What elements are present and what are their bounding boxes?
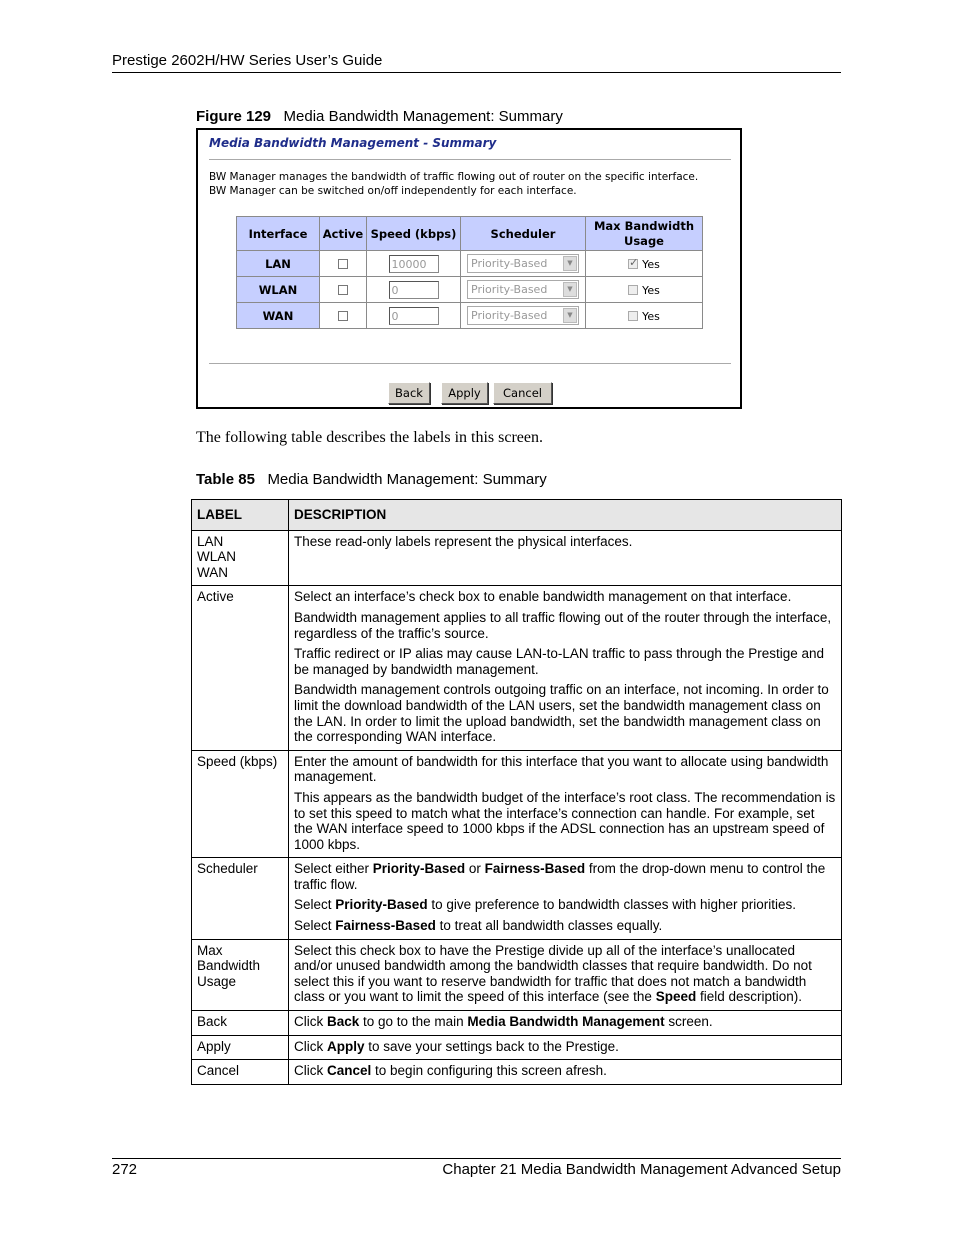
row-label-line: Active — [197, 589, 234, 605]
max-usage-checkbox[interactable] — [628, 285, 638, 295]
description-paragraph: This appears as the bandwidth budget of the interface’s root class. The recommendation is to set this speed to match what the interface’s connection can handle. For example, set the WAN interface speed to 1000 kbps if the ADSL connection has an upstream speed of 1000 kbps. — [294, 789, 836, 852]
row-label-line: Scheduler — [197, 861, 258, 877]
max-usage-label: Yes — [642, 257, 660, 271]
row-label-line: WAN — [197, 564, 228, 580]
description-paragraph: Select Priority-Based to give preference to bandwidth classes with higher priorities. — [294, 897, 797, 913]
speed-cell — [367, 303, 461, 329]
scheduler-value: Priority-Based — [471, 283, 548, 296]
scheduler-value: Priority-Based — [471, 309, 548, 322]
scheduler-cell — [461, 277, 586, 303]
description-paragraph: These read-only labels represent the physical interfaces. — [294, 533, 633, 549]
col-scheduler: Scheduler — [461, 217, 586, 251]
col-max-usage: Max Bandwidth Usage — [586, 217, 703, 251]
speed-input[interactable]: 0 — [389, 281, 439, 299]
screen-description: BW Manager manages the bandwidth of traffic flowing out of router on the specific interface. BW Manager can be switched on/off independently for each interface. — [209, 171, 699, 197]
speed-cell — [367, 277, 461, 303]
col-active: Active — [320, 217, 367, 251]
chevron-down-icon: ▼ — [563, 256, 577, 271]
header-label: LABEL — [192, 500, 289, 531]
row-label-line: Speed (kbps) — [197, 753, 278, 769]
description-table — [191, 499, 842, 1085]
table-caption-text: Media Bandwidth Management: Summary — [267, 471, 547, 488]
description-paragraph: Bandwidth management controls outgoing traffic on an interface, not incoming. In order to limit the download bandwidth of the LAN users, set the bandwidth management class on the LAN. In order to limit the upload bandwidth, set the bandwidth management class on the corresponding WAN interface. — [294, 682, 829, 745]
screen-title-divider — [209, 159, 731, 160]
header-description: DESCRIPTION — [289, 500, 842, 531]
row-label — [192, 750, 289, 858]
table-row — [192, 939, 842, 1010]
table-row — [192, 858, 842, 939]
row-label-line: WLAN — [197, 549, 237, 565]
description-paragraph: Click Cancel to begin configuring this screen afresh. — [294, 1063, 607, 1079]
chevron-down-icon: ▼ — [563, 308, 577, 323]
interface-label: WAN — [237, 303, 320, 329]
cancel-button[interactable]: Cancel — [493, 382, 552, 404]
max-usage-label: Yes — [642, 309, 660, 323]
max-usage-cell — [586, 277, 703, 303]
row-description — [289, 586, 842, 750]
active-checkbox[interactable] — [338, 311, 348, 321]
row-description — [289, 1035, 842, 1060]
max-usage-cell — [586, 303, 703, 329]
chevron-down-icon: ▼ — [563, 282, 577, 297]
description-paragraph: Select this check box to have the Prestige divide up all of the interface’s unallocated and/or unused bandwidth among the bandwidth classes that require bandwidth. Do not select this if you want to reserve bandwidth for traffic that does not match a bandwidth class or you want to limit the speed of this interface (see the Speed field description). — [294, 942, 812, 1005]
scheduler-cell — [461, 303, 586, 329]
footer-rule — [112, 1158, 841, 1159]
row-label-line: Cancel — [197, 1063, 240, 1079]
active-cell — [320, 277, 367, 303]
max-usage-checkbox[interactable] — [628, 256, 639, 269]
check-icon: ✓ — [629, 256, 639, 269]
description-paragraph: Select Fairness-Based to treat all bandwidth classes equally. — [294, 918, 663, 934]
max-usage-label: Yes — [642, 283, 660, 297]
active-checkbox[interactable] — [338, 259, 348, 269]
row-label — [192, 858, 289, 939]
interface-label: WLAN — [237, 277, 320, 303]
row-description — [289, 1011, 842, 1036]
description-paragraph: Click Back to go to the main Media Bandwidth Management screen. — [294, 1014, 713, 1030]
row-label-line: LAN — [197, 533, 224, 549]
col-speed: Speed (kbps) — [367, 217, 461, 251]
col-interface: Interface — [237, 217, 320, 251]
row-label-line: Apply — [197, 1038, 231, 1054]
row-label — [192, 530, 289, 586]
row-label-line: Max — [197, 942, 223, 958]
figure-caption — [196, 108, 563, 125]
description-paragraph: Bandwidth management applies to all traffic flowing out of the router through the interface, regardless of the traffic’s source. — [294, 609, 832, 641]
max-usage-cell — [586, 251, 703, 277]
row-description — [289, 1060, 842, 1085]
description-paragraph: Enter the amount of bandwidth for this interface that you want to allocate using bandwidth management. — [294, 753, 829, 785]
table-number: Table 85 — [196, 471, 255, 488]
scheduler-select[interactable] — [467, 280, 579, 299]
row-label — [192, 1035, 289, 1060]
row-label — [192, 1011, 289, 1036]
scheduler-select[interactable] — [467, 306, 579, 325]
scheduler-select[interactable] — [467, 254, 579, 273]
table-row — [192, 530, 842, 586]
max-usage-checkbox[interactable] — [628, 311, 638, 321]
scheduler-cell — [461, 251, 586, 277]
row-label-line: Usage — [197, 973, 237, 989]
screen-title: Media Bandwidth Management - Summary — [209, 136, 497, 150]
table-row — [192, 1011, 842, 1036]
row-description — [289, 858, 842, 939]
bw-row — [237, 251, 703, 277]
description-paragraph: Select either Priority-Based or Fairness-Based from the drop-down menu to control the traffic flow. — [294, 861, 826, 892]
row-label — [192, 1060, 289, 1085]
table-caption — [196, 471, 547, 488]
table-row — [192, 586, 842, 750]
description-paragraph: Traffic redirect or IP alias may cause LAN-to-LAN traffic to pass through the Prestige and be managed by bandwidth management. — [294, 646, 825, 677]
row-description — [289, 750, 842, 858]
running-header: Prestige 2602H/HW Series User’s Guide — [112, 52, 383, 69]
active-cell — [320, 251, 367, 277]
footer-divider — [209, 363, 731, 364]
apply-button[interactable]: Apply — [441, 382, 488, 404]
page-number: 272 — [112, 1161, 138, 1178]
interface-label: LAN — [237, 251, 320, 277]
row-label-line: Back — [197, 1014, 228, 1030]
chapter-title: Chapter 21 Media Bandwidth Management Advanced Setup — [442, 1161, 841, 1178]
active-checkbox[interactable] — [338, 285, 348, 295]
back-button[interactable]: Back — [388, 382, 430, 404]
speed-input[interactable]: 10000 — [389, 255, 439, 273]
description-paragraph: Click Apply to save your settings back to the Prestige. — [294, 1038, 619, 1054]
bw-row — [237, 303, 703, 329]
row-description — [289, 939, 842, 1010]
table-row — [192, 1035, 842, 1060]
bw-row — [237, 277, 703, 303]
scheduler-value: Priority-Based — [471, 257, 548, 270]
screenshot-frame — [196, 128, 742, 409]
row-label — [192, 586, 289, 750]
speed-cell — [367, 251, 461, 277]
row-label-line: Bandwidth — [197, 958, 261, 974]
header-rule — [112, 72, 841, 73]
intro-paragraph: The following table describes the labels in this screen. — [196, 429, 544, 446]
figure-number: Figure 129 — [196, 108, 272, 125]
description-paragraph: Select an interface’s check box to enable bandwidth management on that interface. — [294, 589, 792, 605]
row-description — [289, 530, 842, 586]
bandwidth-table — [236, 216, 703, 329]
table-row — [192, 1060, 842, 1085]
active-cell — [320, 303, 367, 329]
speed-input[interactable]: 0 — [389, 307, 439, 325]
figure-caption-text: Media Bandwidth Management: Summary — [283, 108, 563, 125]
table-row — [192, 750, 842, 858]
row-label — [192, 939, 289, 1010]
